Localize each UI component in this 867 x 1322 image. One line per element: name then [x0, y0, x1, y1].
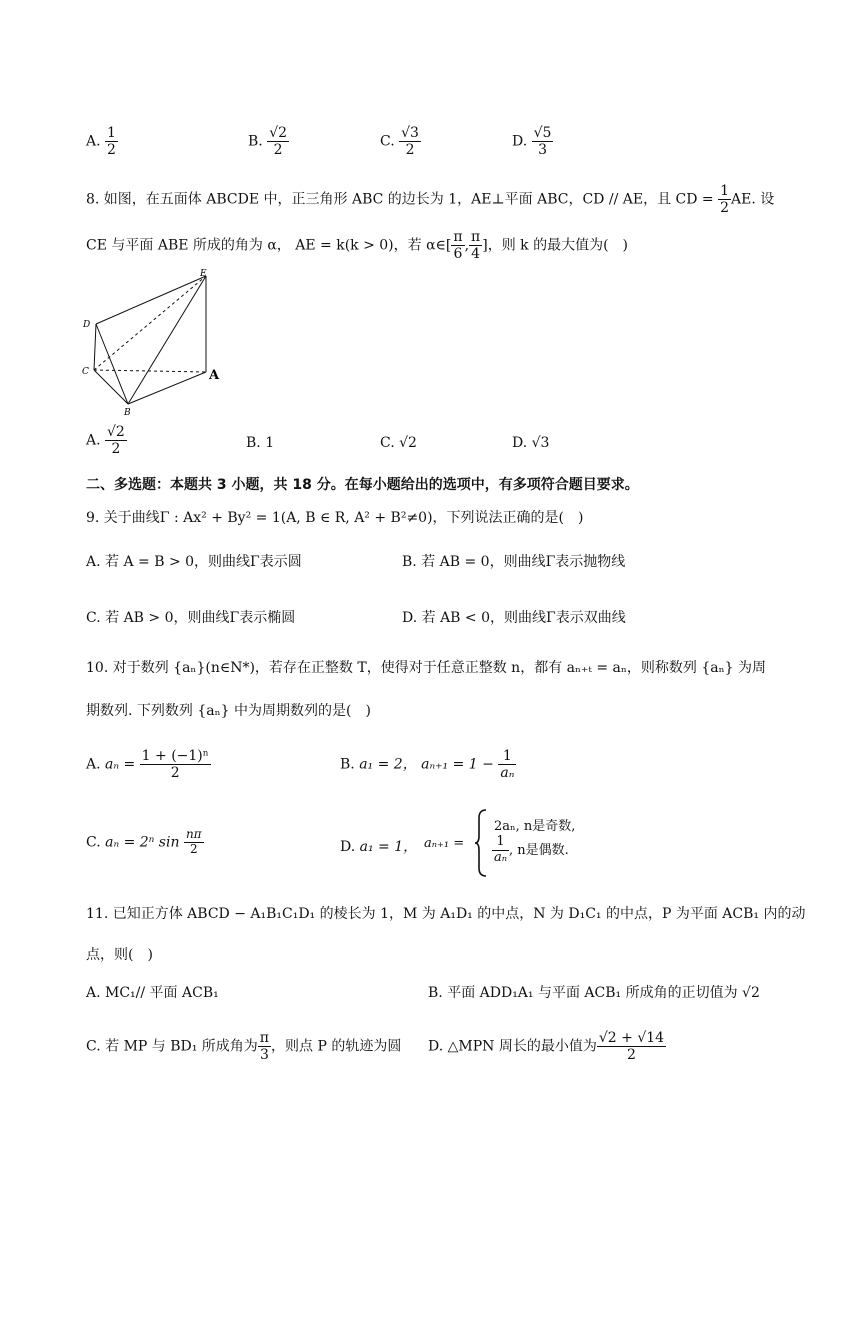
- q11-option-a: A. MC₁// 平面 ACB₁: [86, 985, 219, 1001]
- q10-option-b: B. a₁ = 2， aₙ₊₁ = 1 − $\frac{1}{\text{aₙ}}$: [340, 748, 515, 782]
- edge-de: [96, 276, 206, 324]
- edge-db: [96, 324, 128, 404]
- label-d: D: [83, 320, 91, 330]
- q7-option-b: B. $\frac{√2}{2}$: [248, 125, 288, 159]
- q8-stem-line1: 8. 如图，在五面体 ABCDE 中，正三角形 ABC 的边长为 1，AE⊥平面 ABC，CD // AE，且 CD = $\frac{1}{2}$ AE. 设: [86, 183, 775, 217]
- q9-option-a: A. 若 A = B > 0，则曲线Γ表示圆: [86, 554, 302, 570]
- label-a: A: [209, 368, 220, 383]
- q10-option-d-case1: 2aₙ, n是奇数,: [494, 819, 576, 834]
- q8-option-c: C. √2: [380, 435, 417, 451]
- q10-stem-line1: 10. 对于数列 {aₙ}(n∈N*)，若存在正整数 T，使得对于任意正整数 n，都有 aₙ₊ₜ = aₙ，则称数列 {aₙ} 为周: [86, 660, 767, 676]
- q10-stem-line2: 期数列. 下列数列 {aₙ} 中为周期数列的是( ): [86, 703, 371, 719]
- left-brace-icon: [474, 808, 488, 878]
- q8-option-a: A. $\frac{√2}{2}$: [86, 424, 125, 458]
- q10-option-c: C. aₙ = 2ⁿ sin $\frac{n\pi}{2}$: [86, 827, 202, 856]
- q10-option-d: D. a₁ = 1，: [340, 839, 418, 855]
- q11-option-d: D. △MPN 周长的最小值为 $\frac{√2 + √14}{2}$: [428, 1030, 665, 1064]
- q9-stem: 9. 关于曲线Γ : Ax² + By² = 1(A, B ∈ R, A² + B²≠0)，下列说法正确的是( ): [86, 510, 584, 526]
- edge-dc: [94, 324, 96, 370]
- q11-option-c: C. 若 MP 与 BD₁ 所成角为 $\frac{\pi}{3}$ ，则点 P 的轨迹为圆: [86, 1030, 402, 1064]
- pentahedron-figure: [78, 266, 228, 418]
- q9-option-d: D. 若 AB < 0，则曲线Γ表示双曲线: [402, 610, 626, 626]
- edge-be: [128, 276, 206, 404]
- q8-option-d: D. √3: [512, 435, 550, 451]
- label-e: E: [200, 269, 207, 279]
- q9-option-c: C. 若 AB > 0，则曲线Γ表示椭圆: [86, 610, 296, 626]
- q10-option-d-case2: $\frac{1}{\text{aₙ}}$ , n是偶数.: [494, 834, 569, 865]
- section-heading: 二、多选题：本题共 3 小题，共 18 分。在每小题给出的选项中，有多项符合题目要求。: [86, 477, 639, 493]
- q11-option-b: B. 平面 ADD₁A₁ 与平面 ACB₁ 所成角的正切值为 √2: [428, 985, 760, 1001]
- q11-stem-line2: 点，则( ): [86, 947, 153, 963]
- q9-option-b: B. 若 AB = 0，则曲线Γ表示抛物线: [402, 554, 626, 570]
- edge-cb: [94, 370, 128, 404]
- edge-ba: [128, 372, 206, 404]
- label-c: C: [82, 367, 89, 377]
- q7-option-c: C. $\frac{√3}{2}$: [380, 125, 419, 159]
- q8-stem-line2: CE 与平面 ABE 所成的角为 α， AE = k(k > 0)，若 α∈[ $\frac{\pi}{6}$ , $\frac{\pi}{4}$ ]，则 k 的最大值为( ): [86, 229, 629, 263]
- q7-option-a: A. $\frac{1}{2}$: [86, 125, 116, 159]
- q10-option-a: A. aₙ = $\frac{\text{1 + (−1)ⁿ}}{2}$: [86, 748, 209, 782]
- q8-option-b: B. 1: [246, 435, 275, 451]
- label-b: B: [124, 408, 131, 418]
- q7-option-d: D. $\frac{√5}{3}$: [512, 125, 552, 159]
- edge-ca-dashed: [94, 370, 206, 372]
- edge-ce-dashed: [94, 276, 206, 370]
- q10-option-d-lhs: aₙ₊₁ =: [424, 836, 465, 851]
- q11-stem-line1: 11. 已知正方体 ABCD − A₁B₁C₁D₁ 的棱长为 1，M 为 A₁D₁ 的中点，N 为 D₁C₁ 的中点，P 为平面 ACB₁ 内的动: [86, 906, 806, 922]
